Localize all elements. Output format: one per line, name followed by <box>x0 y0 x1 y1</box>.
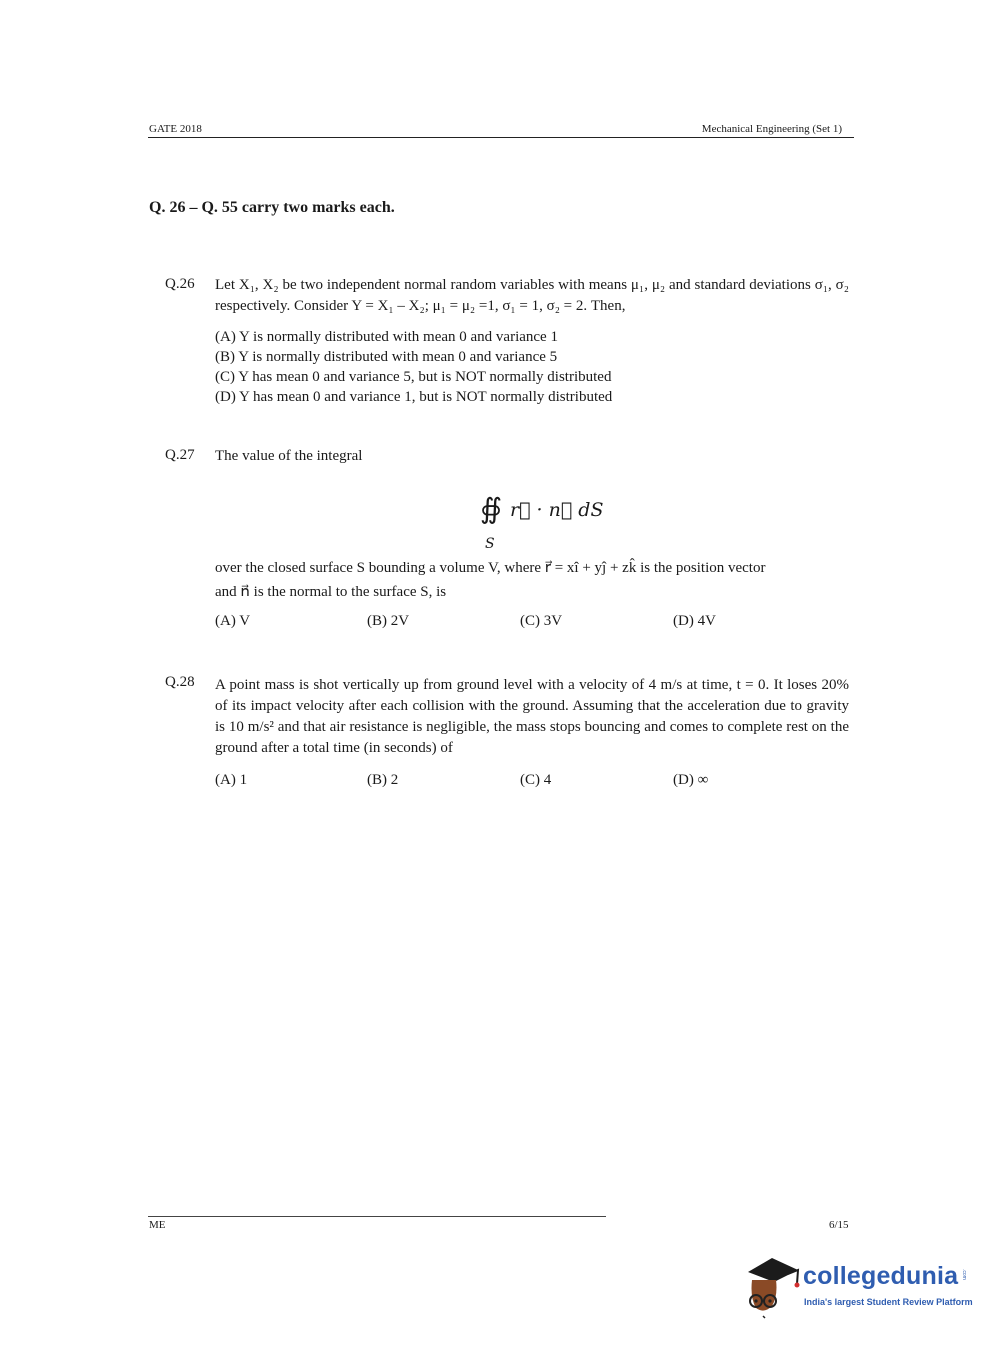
q28-option-a: (A) 1 <box>215 772 248 788</box>
section-title: Q. 26 – Q. 55 carry two marks each. <box>149 199 395 216</box>
footer-branch-code: ME <box>149 1219 166 1231</box>
q28-number: Q.28 <box>165 674 195 690</box>
q27-option-a: (A) V <box>215 613 251 629</box>
q27-text-line-1: over the closed surface S bounding a volume V, where r⃗ = xî + yĵ + zk̂ is the position vector <box>215 560 766 576</box>
q27-option-d: (D) 4V <box>673 613 716 629</box>
header-divider <box>148 137 854 138</box>
q26-option-c: (C) Y has mean 0 and variance 5, but is NOT normally distributed <box>215 369 612 385</box>
q28-option-d: (D) ∞ <box>673 772 709 788</box>
page-number: 6/15 <box>829 1219 849 1231</box>
q27-text-line-2: and n⃗ is the normal to the surface S, is <box>215 584 447 600</box>
integral-expression: r⃗ · n⃗ dS <box>510 499 604 521</box>
q28-stem: A point mass is shot vertically up from ground level with a velocity of 4 m/s at time, t = 0. It loses 20% of its impact velocity after each collision with the ground. Assuming that the acceleration due to gravity is 10 m/s² and that air resistance is negligible, the mass stops bouncing and comes to complete rest on the ground after a total time (in seconds) of <box>215 677 849 756</box>
closed-surface-integral-symbol: ∯ <box>480 492 503 525</box>
footer-divider <box>148 1216 606 1217</box>
brand-suffix: .com <box>961 1269 967 1280</box>
q26-options <box>215 327 849 407</box>
brand-tagline: India's largest Student Review Platform <box>804 1297 973 1307</box>
q27-number: Q.27 <box>165 447 195 463</box>
q27-intro: The value of the integral <box>215 448 363 464</box>
q26-number: Q.26 <box>165 276 195 292</box>
header-paper-name: Mechanical Engineering (Set 1) <box>701 123 842 135</box>
collegedunia-logo <box>742 1250 973 1320</box>
q26-option-a: (A) Y is normally distributed with mean 0 and variance 1 <box>215 329 558 345</box>
q26-option-b: (B) Y is normally distributed with mean 0 and variance 5 <box>215 349 558 365</box>
header-exam-name: GATE 2018 <box>149 123 202 135</box>
q28-option-b: (B) 2 <box>367 772 399 788</box>
q26-option-d: (D) Y has mean 0 and variance 1, but is NOT normally distributed <box>215 389 613 405</box>
surface-integral <box>480 492 610 552</box>
q28-option-c: (C) 4 <box>520 772 552 788</box>
brand-name: collegedunia <box>803 1262 959 1290</box>
q27-option-b: (B) 2V <box>367 613 410 629</box>
mascot-icon <box>742 1250 804 1320</box>
q27-option-c: (C) 3V <box>520 613 563 629</box>
integral-subscript: S <box>485 536 495 552</box>
q26-stem: Let X₁, X₂ be two independent normal random variables with means μ₁, μ₂ and standard deviations σ₁, σ₂ respectively. Consider Y = X₁ – X₂; μ₁ = μ₂ =1, σ₁ = 1, σ₂ = 2. Then, <box>215 277 849 314</box>
